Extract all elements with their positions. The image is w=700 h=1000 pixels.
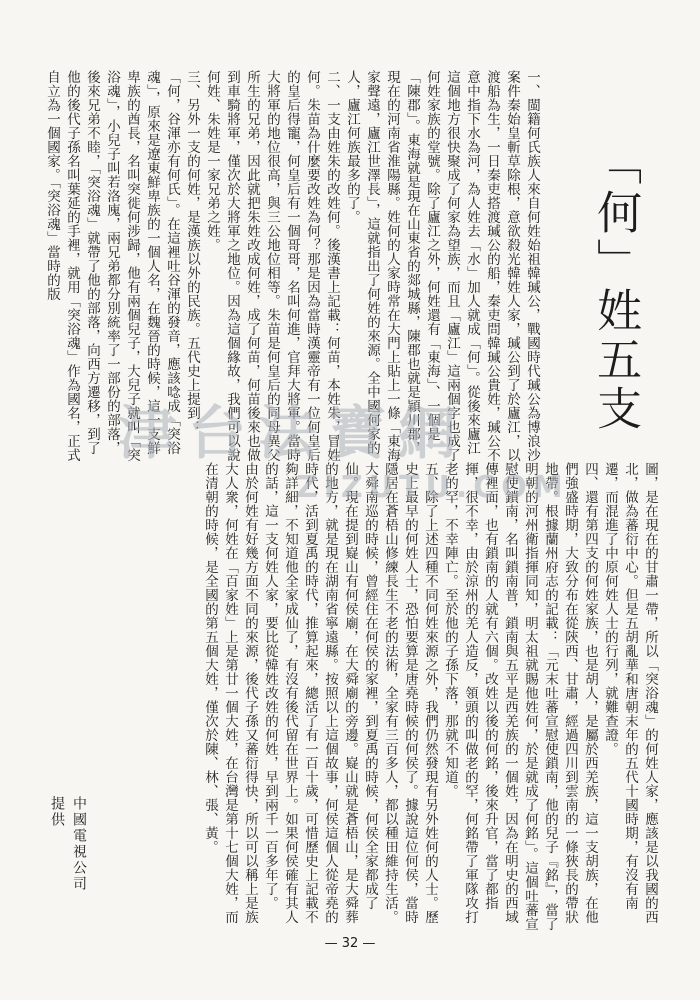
watermark-chinese: 津台法寶網 xyxy=(118,399,469,467)
credit-line xyxy=(40,796,90,936)
credit-organization: 中國電視公司 xyxy=(71,796,87,892)
article-title: 「何」姓五支 xyxy=(589,140,643,434)
watermark-url: ZIZUTU.COM xyxy=(296,470,569,505)
page-number: — 32 — xyxy=(324,936,376,951)
paragraph-origin-zhu: 二、一支由姓朱的改姓何。後漢書上記載：何苗，本姓朱，冒姓何。朱苗為什麼要改姓為何？那是因為當時漢靈帝有一位何皇后的皇后得寵，何皇后有一個哥哥，名叫何進，官拜大將軍。當時大將軍的地位很高，與三公地位相等。朱苗是何皇后的同母異父所生的兄弟，因此就把朱姓改成何姓，成了何苗，何苗後來也做到車騎將軍，僅次於大將軍之地位。因為這個緣故，我們可以說何姓、朱姓是一家兄弟之姓。 xyxy=(204,70,340,462)
bottom-section xyxy=(64,462,660,932)
credit-action: 提供 xyxy=(49,796,65,828)
paragraph-origin-tuyuhun: 三、另外一支的何姓，是漢族以外的民族。五代史上提到：「何，谷渾亦有何氏」。在這裡吐谷渾的發音，應該唸成「突浴魂」，原來是遼東鮮卑族的一個人名，在魏晉的時候，這一支鮮卑族的酋長，名叫突徙何涉歸，他有兩個兒子，大兒子就叫「突浴魂」，小兒子叫若洛廆，兩兄弟都分別統率了一部份的部落，後來兄弟不睦，「突浴魂」就帶了他的部落，向西方遷移，到了他的後代子孫名叫葉延的手裡，就用「突浴魂」作為國名，正式自立為一個國家。「突浴魂」當時的版 xyxy=(44,70,200,462)
paragraph-tuyuhun-continued: 圖，是在現在的甘肅一帶，所以「突浴魂」的何姓人家，應該是以我國的西北，做為蕃衍中心。但是五胡亂華和唐朝末年的五代十國時期，有沒有南遷，而混進了中原何姓人士的行列，就難查證。 xyxy=(602,462,658,924)
paragraph-conclusion: 由於何姓有好幾方面不同的來源，後代子孫又蕃衍得快，所以可以稱上是族大人衆，何姓在「百家姓」上是第廿一個大姓，在台灣是第十七個大姓，而在清朝的時候，是全國的第五個大姓，僅次於陳、林、張、黃。 xyxy=(202,462,258,924)
paragraph-origin-hehou: 五、除了上述四種不同何姓來源之外，我們仍然發現有另外姓何的人士。歷史上最早的何姓人士，恐怕要算是唐堯時候的何侯了。據說這位何侯，當時隱居在蒼梧山修練長生不老的法術，全家有三百多人，都以種田維持生活。大舜南巡的時候，曾經住在何侯的家裡，到夏禹的時候，何侯全家都成了仙。現在提到嶷山有何侯廟，在大舜廟的旁邊。嶷山就是蒼梧山，是大舜葬的地方，就是現在湖南省寧遠縣。按照以上這個故事，何侯這個人從帝堯的時代，活到夏禹的時代，推算起來，總活了有一百十歲，可惜歷史上記載不夠詳細，不知道他全家成仙了，有沒有後代留在世界上。如果何侯確有其人的話，這一支何姓人家，要比從韓姓改姓的何姓，早到兩千一百多年了。 xyxy=(262,462,438,924)
top-section xyxy=(42,70,542,465)
paragraph-origin-xiqiang: 四、還有第四支的何姓家族，也是胡人，是屬於西羌族，這一支胡族，在他們強盛時期，大致分布在從陝西、甘肅，經過四川到雲南的一條狹長的帶狀地帶。根據蘭州府志的記載：「元末吐蕃宣慰使鎖南，他的兒子『銘』，當了明朝的河州衛指揮同知，明太祖就賜他姓何，於是就成了何銘」。這個吐蕃宣慰使鎖南，名叫鎖南普，鎖南與五平是西羌族的一個姓，因為在明史的西域傳裡面，也有鎖南的人就有六個。改姓以後的何銘，後來升官，當了都指揮，很不幸，由於涼州的羌人造反，領頭的叫做老的罕，何銘帶了軍隊攻打老的罕，不幸陣亡。至於他的子孫下落，那就不知道。 xyxy=(442,462,598,932)
paragraph-origin-han: 一、閩籍何氏族人來自何姓始祖韓瑊公，戰國時代瑊公為博浪沙案件秦始皇斬草除根，意欲殺光韓姓人家，瑊公到了於廬江，以渡船為生，一日秦吏搭渡瑊公的船，秦吏問韓瑊公貴姓，瑊公不意中指下水為河，為人姓去「水」加人就成「何」。從後來廬江這個地方很快聚成了何家為望族，而且「廬江」這兩個字也成了何姓家族的堂號。除了廬江之外，何姓還有「東海」、一個是「陳郡」。東海就是現在山東省的郯城縣，陳郡也就是穎川郡，現在的河南省淮陽縣。姓何的人家時常在大門上貼上一條「東海家聲遠，廬江世澤長」，這就指出了何姓的來源。全中國何家的人，廬江何族最多的了。 xyxy=(344,70,540,462)
